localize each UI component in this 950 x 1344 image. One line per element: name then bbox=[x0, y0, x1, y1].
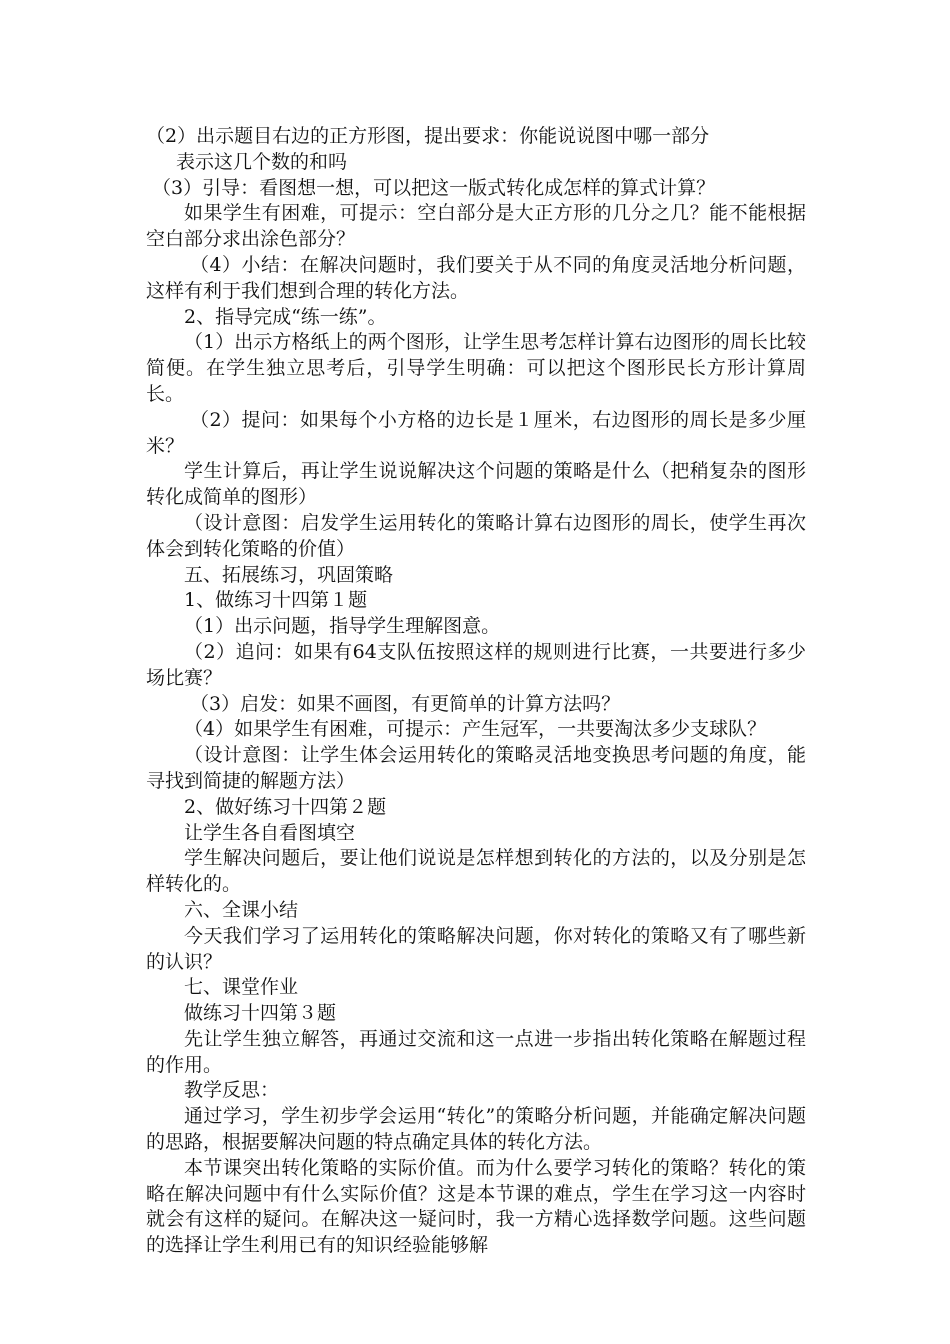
paragraph: 1、做练习十四第１题 bbox=[184, 589, 368, 612]
paragraph: 让学生各自看图填空 bbox=[184, 821, 356, 844]
paragraph: 六、全课小结 bbox=[184, 898, 299, 921]
paragraph: 学生计算后，再让学生说说解决这个问题的策略是什么（把稍复杂的图形转化成简单的图形） bbox=[146, 460, 806, 509]
paragraph: 2、指导完成“练一练”。 bbox=[184, 305, 387, 328]
paragraph: 做练习十四第３题 bbox=[184, 1002, 337, 1025]
paragraph: （2）出示题目右边的正方形图，提出要求：你能说说图中哪一部分 bbox=[146, 125, 710, 147]
paragraph: 今天我们学习了运用转化的策略解决问题，你对转化的策略又有了哪些新的认识？ bbox=[146, 924, 806, 973]
paragraph: （3）启发：如果不画图，有更简单的计算方法吗？ bbox=[190, 692, 621, 715]
paragraph: 通过学习，学生初步学会运用“转化”的策略分析问题，并能确定解决问题的思路，根据要解决问题的特点确定具体的转化方法。 bbox=[146, 1105, 806, 1154]
paragraph: （设计意图：让学生体会运用转化的策略灵活地变换思考问题的角度，能寻找到简捷的解题方法） bbox=[146, 744, 806, 792]
paragraph: 先让学生独立解答，再通过交流和这一点进一步指出转化策略在解题过程的作用。 bbox=[146, 1027, 806, 1076]
paragraph: （1）出示方格纸上的两个图形，让学生思考怎样计算右边图形的周长比较简便。在学生独立思考后，引导学生明确：可以把这个图形民长方形计算周长。 bbox=[146, 331, 806, 405]
paragraph: 五、拓展练习，巩固策略 bbox=[184, 563, 394, 586]
paragraph: 如果学生有困难，可提示：空白部分是大正方形的几分之几？能不能根据空白部分求出涂色部分？ bbox=[146, 202, 806, 251]
paragraph: （2）追问：如果有64支队伍按照这样的规则进行比赛，一共要进行多少场比赛？ bbox=[146, 640, 806, 689]
paragraph: （3）引导：看图想一想，可以把这一版式转化成怎样的算式计算？ bbox=[146, 176, 716, 199]
paragraph: 七、课堂作业 bbox=[184, 976, 299, 999]
document-body bbox=[146, 124, 806, 1259]
paragraph: 表示这几个数的和吗 bbox=[176, 150, 348, 173]
paragraph: （设计意图：启发学生运用转化的策略计算右边图形的周长，使学生再次体会到转化策略的价值） bbox=[146, 511, 806, 560]
paragraph: （1）出示问题，指导学生理解图意。 bbox=[184, 615, 501, 638]
paragraph: 学生解决问题后，要让他们说说是怎样想到转化的方法的，以及分别是怎样转化的。 bbox=[146, 847, 806, 896]
paragraph: 2、做好练习十四第２题 bbox=[184, 795, 387, 818]
paragraph: （2）提问：如果每个小方格的边长是１厘米，右边图形的周长是多少厘米？ bbox=[146, 408, 806, 457]
paragraph: （4）小结：在解决问题时，我们要关于从不同的角度灵活地分析问题，这样有利于我们想到合理的转化方法。 bbox=[146, 253, 806, 302]
paragraph: 本节课突出转化策略的实际价值。而为什么要学习转化的策略？转化的策略在解决问题中有什么实际价值？这是本节课的难点，学生在学习这一内容时就会有这样的疑问。在解决这一疑问时，我一方精心选择数学问题。这些问题的选择让学生利用已有的知识经验能够解 bbox=[146, 1156, 806, 1257]
paragraph: 教学反思： bbox=[184, 1079, 280, 1102]
paragraph: （4）如果学生有困难，可提示：产生冠军，一共要淘汰多少支球队？ bbox=[184, 718, 767, 741]
